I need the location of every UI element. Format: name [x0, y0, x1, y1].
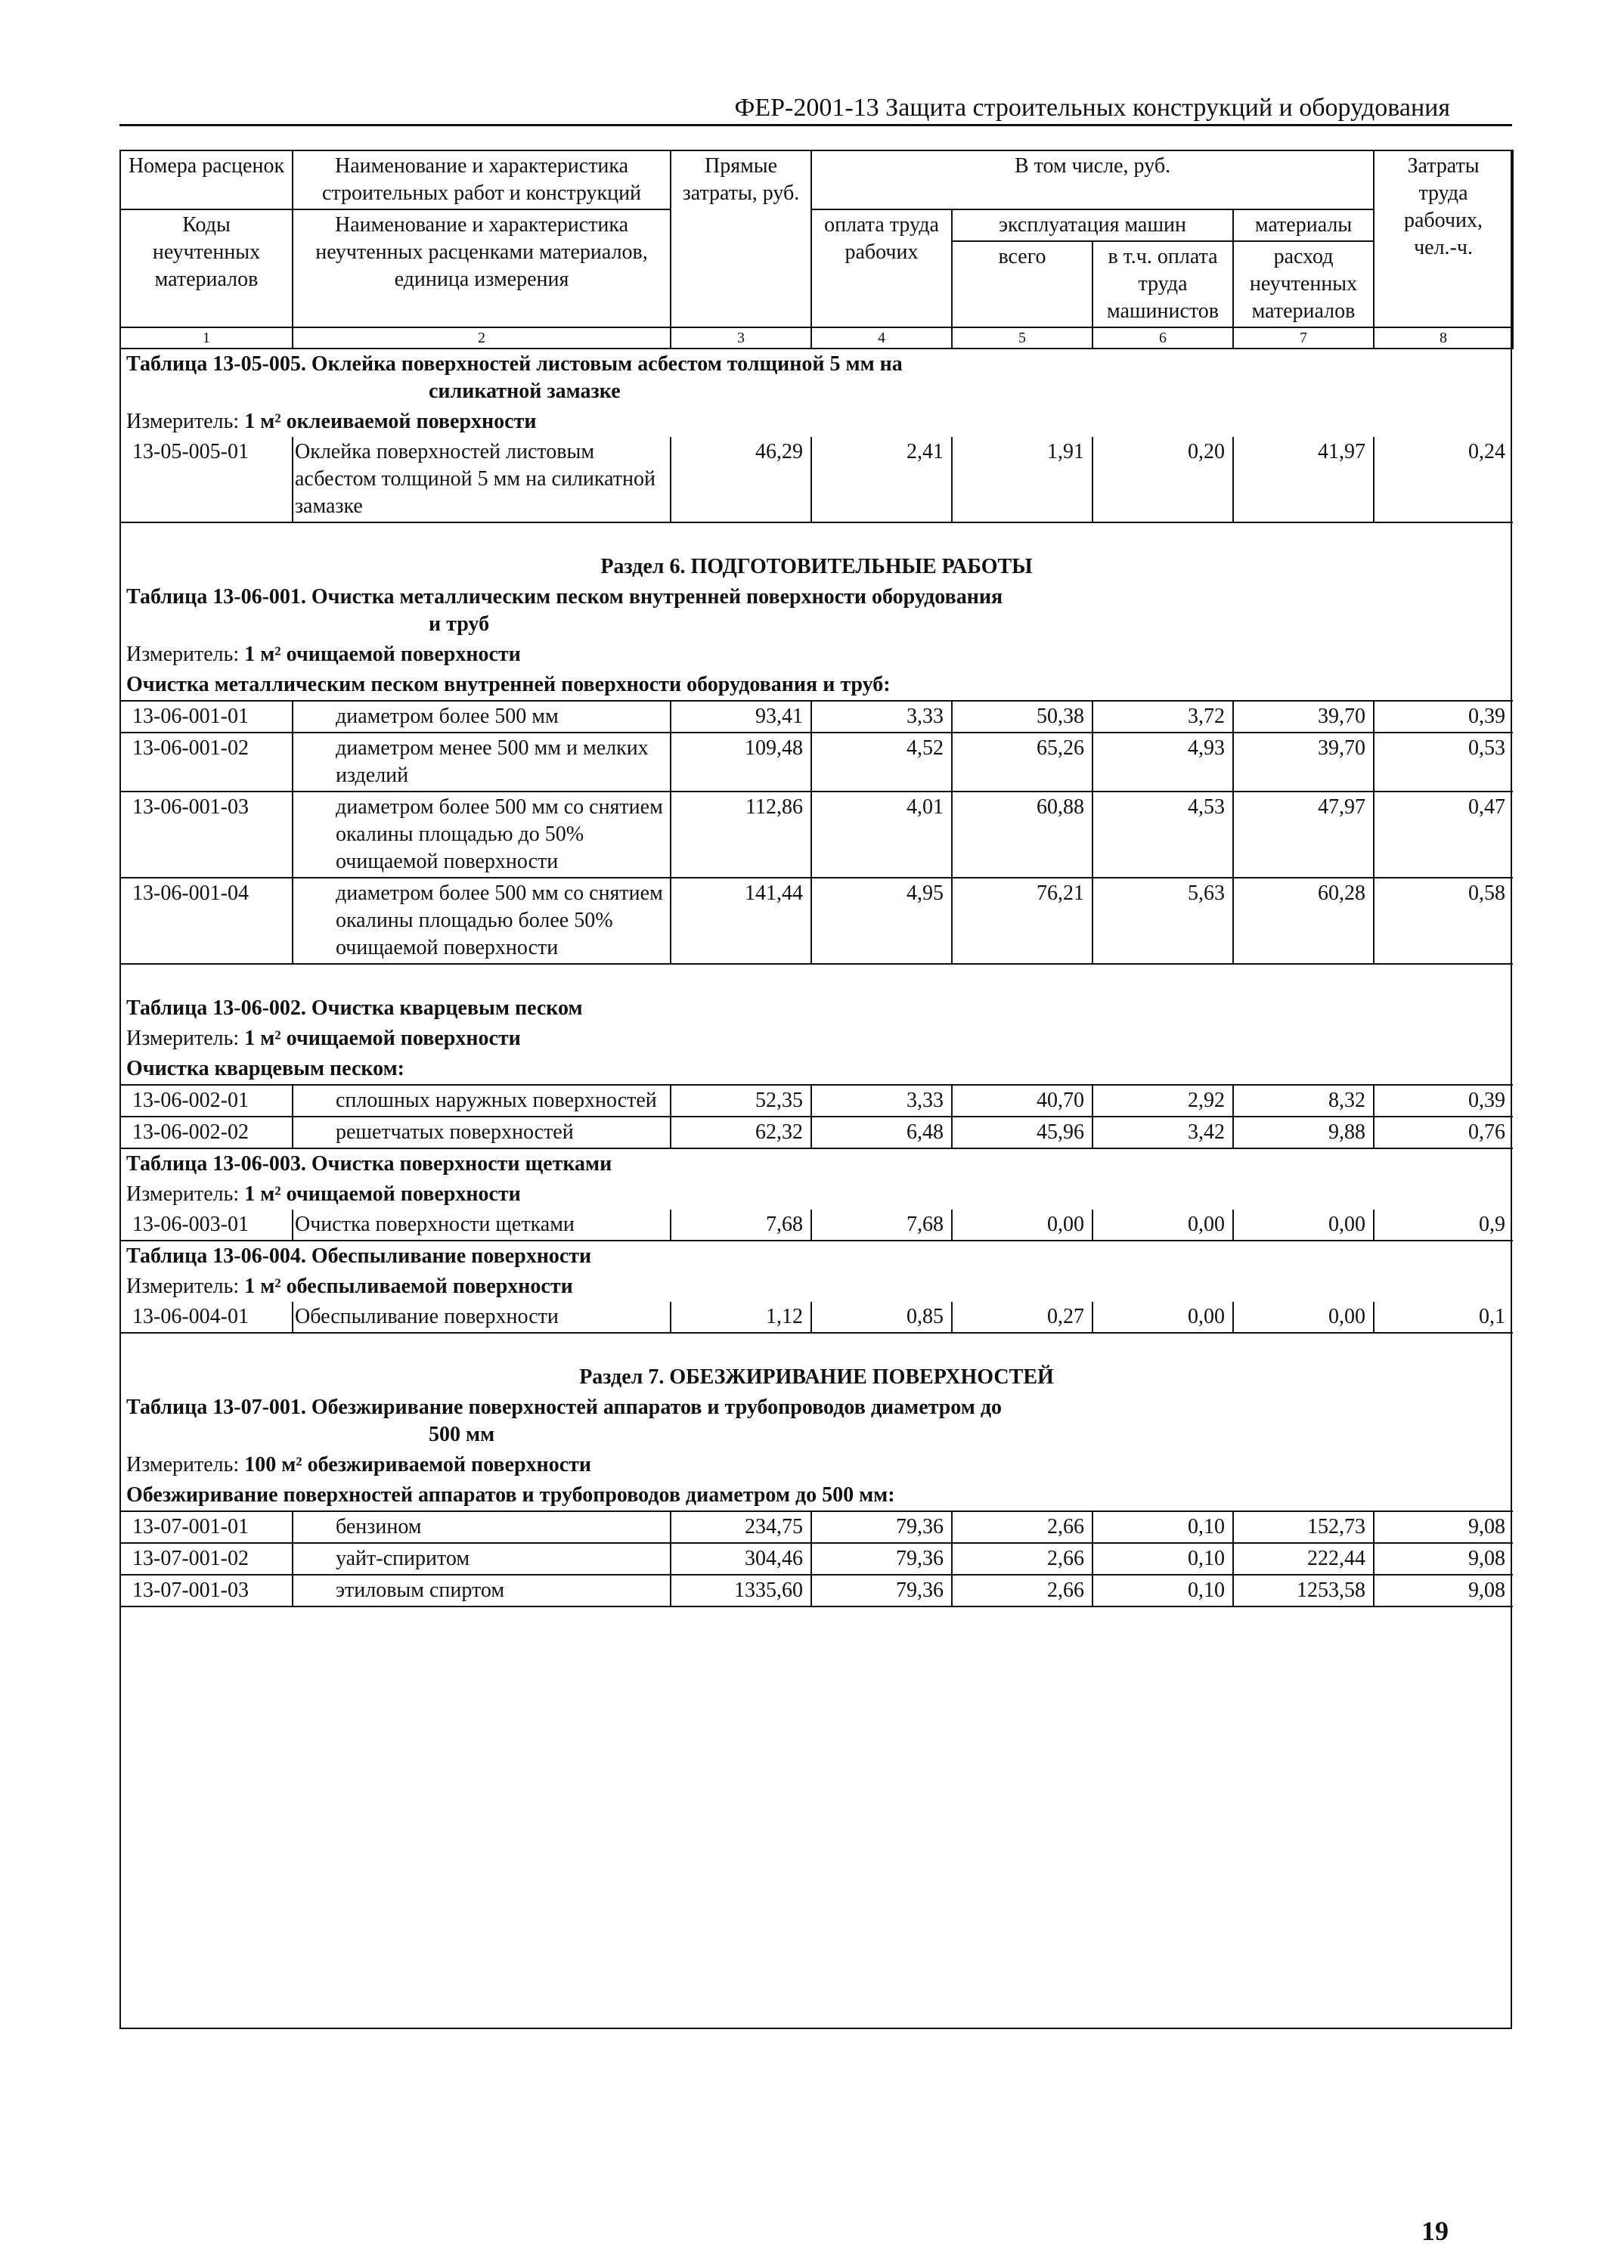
work-description: Очистка поверхности щетками: [293, 1210, 671, 1241]
direct-cost: 112,86: [671, 792, 811, 878]
machine-total: 76,21: [952, 878, 1092, 964]
labor-hours: 0,47: [1374, 792, 1513, 878]
group-heading: Обезжиривание поверхностей аппаратов и трубопроводов диаметром до 500 мм:: [120, 1480, 1513, 1511]
col-num: 8: [1374, 327, 1513, 349]
materials-use: 1253,58: [1233, 1575, 1374, 1606]
table-title: Таблица 13-06-004. Обеспыливание поверхности: [126, 1244, 592, 1268]
labor-hours: 9,08: [1374, 1511, 1513, 1543]
machine-total: 45,96: [952, 1117, 1092, 1148]
table-row: [120, 437, 1513, 522]
group-heading: Очистка металлическим песком внутренней поверхности оборудования и труб:: [120, 670, 1513, 701]
labor-pay: 79,36: [811, 1543, 952, 1575]
head-materials: материалы: [1233, 209, 1374, 241]
table-row: [120, 1511, 1513, 1543]
rate-code: 13-06-001-01: [120, 701, 293, 733]
unit-line: Измеритель: 1 м² очищаемой поверхности: [126, 1027, 521, 1050]
direct-cost: 7,68: [671, 1210, 811, 1241]
table-title: Таблица 13-06-001. Очистка металлическим песком внутренней поверхности оборудования и труб: [126, 585, 1003, 636]
direct-cost: 304,46: [671, 1543, 811, 1575]
machine-total: 65,26: [952, 733, 1092, 792]
table-title: Таблица 13-07-001. Обезжиривание поверхностей аппаратов и трубопроводов диаметром до 500 мм: [126, 1396, 1003, 1446]
rate-code: 13-06-004-01: [120, 1302, 293, 1333]
labor-pay: 2,41: [811, 437, 952, 522]
machine-total: 2,66: [952, 1575, 1092, 1606]
operator-pay: 4,93: [1092, 733, 1233, 792]
rate-code: 13-06-001-04: [120, 878, 293, 964]
labor-pay: 7,68: [811, 1210, 952, 1241]
header-title: ФЕР-2001-13 Защита строительных конструкций и оборудования: [734, 94, 1450, 122]
rows-t1: [120, 437, 1513, 522]
table-row: [120, 1117, 1513, 1148]
labor-pay: 3,33: [811, 1085, 952, 1117]
labor-pay: 0,85: [811, 1302, 952, 1333]
head-col5: всего: [952, 241, 1092, 327]
machine-total: 0,00: [952, 1210, 1092, 1241]
unit-line: Измеритель: 1 м² очищаемой поверхности: [126, 643, 521, 666]
work-description: этиловым спиртом: [293, 1575, 671, 1606]
rate-code: 13-06-003-01: [120, 1210, 293, 1241]
rate-code: 13-07-001-03: [120, 1575, 293, 1606]
direct-cost: 234,75: [671, 1511, 811, 1543]
direct-cost: 52,35: [671, 1085, 811, 1117]
head-col1b: Коды неучтенных материалов: [120, 209, 293, 327]
operator-pay: 5,63: [1092, 878, 1233, 964]
col-num: 1: [120, 327, 293, 349]
labor-hours: 9,08: [1374, 1543, 1513, 1575]
operator-pay: 0,10: [1092, 1543, 1233, 1575]
table-row: [120, 1575, 1513, 1606]
body-t4: [120, 1148, 1513, 1210]
table-row: [120, 1302, 1513, 1333]
body-t2: [120, 582, 1513, 701]
work-description: решетчатых поверхностей: [293, 1117, 671, 1148]
direct-cost: 1335,60: [671, 1575, 811, 1606]
body-t1: [120, 349, 1513, 437]
materials-use: 222,44: [1233, 1543, 1374, 1575]
work-description: бензином: [293, 1511, 671, 1543]
unit-line: Измеритель: 1 м² обеспыливаемой поверхности: [126, 1275, 573, 1298]
col-num: 3: [671, 327, 811, 349]
table-row: [120, 733, 1513, 792]
machine-total: 2,66: [952, 1511, 1092, 1543]
table-row: [120, 701, 1513, 733]
work-description: Обеспыливание поверхности: [293, 1302, 671, 1333]
work-description: диаметром более 500 мм: [293, 701, 671, 733]
direct-cost: 1,12: [671, 1302, 811, 1333]
head-col3: Прямые затраты, руб.: [671, 150, 811, 327]
table-title: Таблица 13-05-005. Оклейка поверхностей листовым асбестом толщиной 5 мм на силикатной замазке: [126, 352, 903, 403]
group-heading: Очистка кварцевым песком:: [120, 1054, 1513, 1085]
price-table: [119, 150, 1514, 1607]
body-section6: [120, 522, 1513, 582]
labor-hours: 0,39: [1374, 1085, 1513, 1117]
body-t3: [120, 964, 1513, 1085]
body-t6: [120, 1393, 1513, 1511]
labor-pay: 3,33: [811, 701, 952, 733]
section-title: Раздел 7. ОБЕЗЖИРИВАНИЕ ПОВЕРХНОСТЕЙ: [579, 1365, 1054, 1389]
head-col2b: Наименование и характеристика неучтенных расценками материалов, единица измерения: [293, 209, 671, 327]
machine-total: 1,91: [952, 437, 1092, 522]
machine-total: 60,88: [952, 792, 1092, 878]
operator-pay: 3,72: [1092, 701, 1233, 733]
table-head: [120, 150, 1513, 349]
direct-cost: 109,48: [671, 733, 811, 792]
page-number: 19: [1421, 2216, 1449, 2246]
labor-pay: 4,52: [811, 733, 952, 792]
rate-code: 13-06-002-01: [120, 1085, 293, 1117]
rows-t2: [120, 701, 1513, 964]
operator-pay: 0,00: [1092, 1210, 1233, 1241]
materials-use: 47,97: [1233, 792, 1374, 878]
section-title: Раздел 6. ПОДГОТОВИТЕЛЬНЫЕ РАБОТЫ: [600, 555, 1033, 578]
unit-line: Измеритель: 100 м² обезжириваемой поверхности: [126, 1453, 592, 1476]
rate-code: 13-07-001-02: [120, 1543, 293, 1575]
labor-pay: 79,36: [811, 1575, 952, 1606]
work-description: Оклейка поверхностей листовым асбестом толщиной 5 мм на силикатной замазке: [293, 437, 671, 522]
machine-total: 50,38: [952, 701, 1092, 733]
table-row: [120, 1210, 1513, 1241]
machine-total: 2,66: [952, 1543, 1092, 1575]
unit-line: Измеритель: 1 м² оклеиваемой поверхности: [126, 410, 537, 433]
operator-pay: 2,92: [1092, 1085, 1233, 1117]
rate-code: 13-06-002-02: [120, 1117, 293, 1148]
direct-cost: 141,44: [671, 878, 811, 964]
table-title: Таблица 13-06-003. Очистка поверхности щетками: [126, 1152, 612, 1176]
col-num: 2: [293, 327, 671, 349]
rate-code: 13-07-001-01: [120, 1511, 293, 1543]
labor-hours: 0,58: [1374, 878, 1513, 964]
col-num: 7: [1233, 327, 1374, 349]
labor-hours: 0,76: [1374, 1117, 1513, 1148]
machine-total: 40,70: [952, 1085, 1092, 1117]
operator-pay: 0,10: [1092, 1575, 1233, 1606]
unit-line: Измеритель: 1 м² очищаемой поверхности: [126, 1182, 521, 1206]
direct-cost: 93,41: [671, 701, 811, 733]
col-num: 4: [811, 327, 952, 349]
head-col8: Затраты труда рабочих, чел.-ч.: [1374, 150, 1513, 327]
labor-hours: 0,1: [1374, 1302, 1513, 1333]
table-title: Таблица 13-06-002. Очистка кварцевым песком: [126, 996, 583, 1020]
body-t5: [120, 1241, 1513, 1302]
rate-code: 13-05-005-01: [120, 437, 293, 522]
head-incl: В том числе, руб.: [811, 150, 1374, 209]
table-row: [120, 878, 1513, 964]
direct-cost: 62,32: [671, 1117, 811, 1148]
labor-hours: 0,9: [1374, 1210, 1513, 1241]
work-description: сплошных наружных поверхностей: [293, 1085, 671, 1117]
head-machines: эксплуатация машин: [952, 209, 1233, 241]
materials-use: 0,00: [1233, 1210, 1374, 1241]
materials-use: 60,28: [1233, 878, 1374, 964]
rows-t4: [120, 1210, 1513, 1241]
operator-pay: 3,42: [1092, 1117, 1233, 1148]
rate-code: 13-06-001-03: [120, 792, 293, 878]
labor-hours: 0,24: [1374, 437, 1513, 522]
head-col2a: Наименование и характеристика строительных работ и конструкций: [293, 150, 671, 209]
table-row: [120, 1085, 1513, 1117]
labor-hours: 0,53: [1374, 733, 1513, 792]
labor-pay: 4,01: [811, 792, 952, 878]
materials-use: 152,73: [1233, 1511, 1374, 1543]
labor-pay: 6,48: [811, 1117, 952, 1148]
body-section7: [120, 1333, 1513, 1393]
running-header: [119, 89, 1512, 126]
col-num: 6: [1092, 327, 1233, 349]
machine-total: 0,27: [952, 1302, 1092, 1333]
materials-use: 8,32: [1233, 1085, 1374, 1117]
work-description: диаметром менее 500 мм и мелких изделий: [293, 733, 671, 792]
operator-pay: 0,20: [1092, 437, 1233, 522]
operator-pay: 4,53: [1092, 792, 1233, 878]
head-col6: в т.ч. оплата труда машинистов: [1092, 241, 1233, 327]
col-num: 5: [952, 327, 1092, 349]
work-description: диаметром более 500 мм со снятием окалины площадью до 50% очищаемой поверхности: [293, 792, 671, 878]
work-description: диаметром более 500 мм со снятием окалины площадью более 50% очищаемой поверхности: [293, 878, 671, 964]
labor-pay: 79,36: [811, 1511, 952, 1543]
head-col7: расход неучтенных материалов: [1233, 241, 1374, 327]
operator-pay: 0,10: [1092, 1511, 1233, 1543]
materials-use: 9,88: [1233, 1117, 1374, 1148]
operator-pay: 0,00: [1092, 1302, 1233, 1333]
head-col1a: Номера расценок: [120, 150, 293, 209]
head-col4: оплата труда рабочих: [811, 209, 952, 327]
materials-use: 39,70: [1233, 733, 1374, 792]
table-row: [120, 792, 1513, 878]
labor-pay: 4,95: [811, 878, 952, 964]
direct-cost: 46,29: [671, 437, 811, 522]
rows-t6: [120, 1511, 1513, 1606]
work-description: уайт-спиритом: [293, 1543, 671, 1575]
table-row: [120, 1543, 1513, 1575]
rows-t3: [120, 1085, 1513, 1148]
materials-use: 0,00: [1233, 1302, 1374, 1333]
materials-use: 39,70: [1233, 701, 1374, 733]
rate-code: 13-06-001-02: [120, 733, 293, 792]
labor-hours: 9,08: [1374, 1575, 1513, 1606]
labor-hours: 0,39: [1374, 701, 1513, 733]
materials-use: 41,97: [1233, 437, 1374, 522]
rows-t5: [120, 1302, 1513, 1333]
